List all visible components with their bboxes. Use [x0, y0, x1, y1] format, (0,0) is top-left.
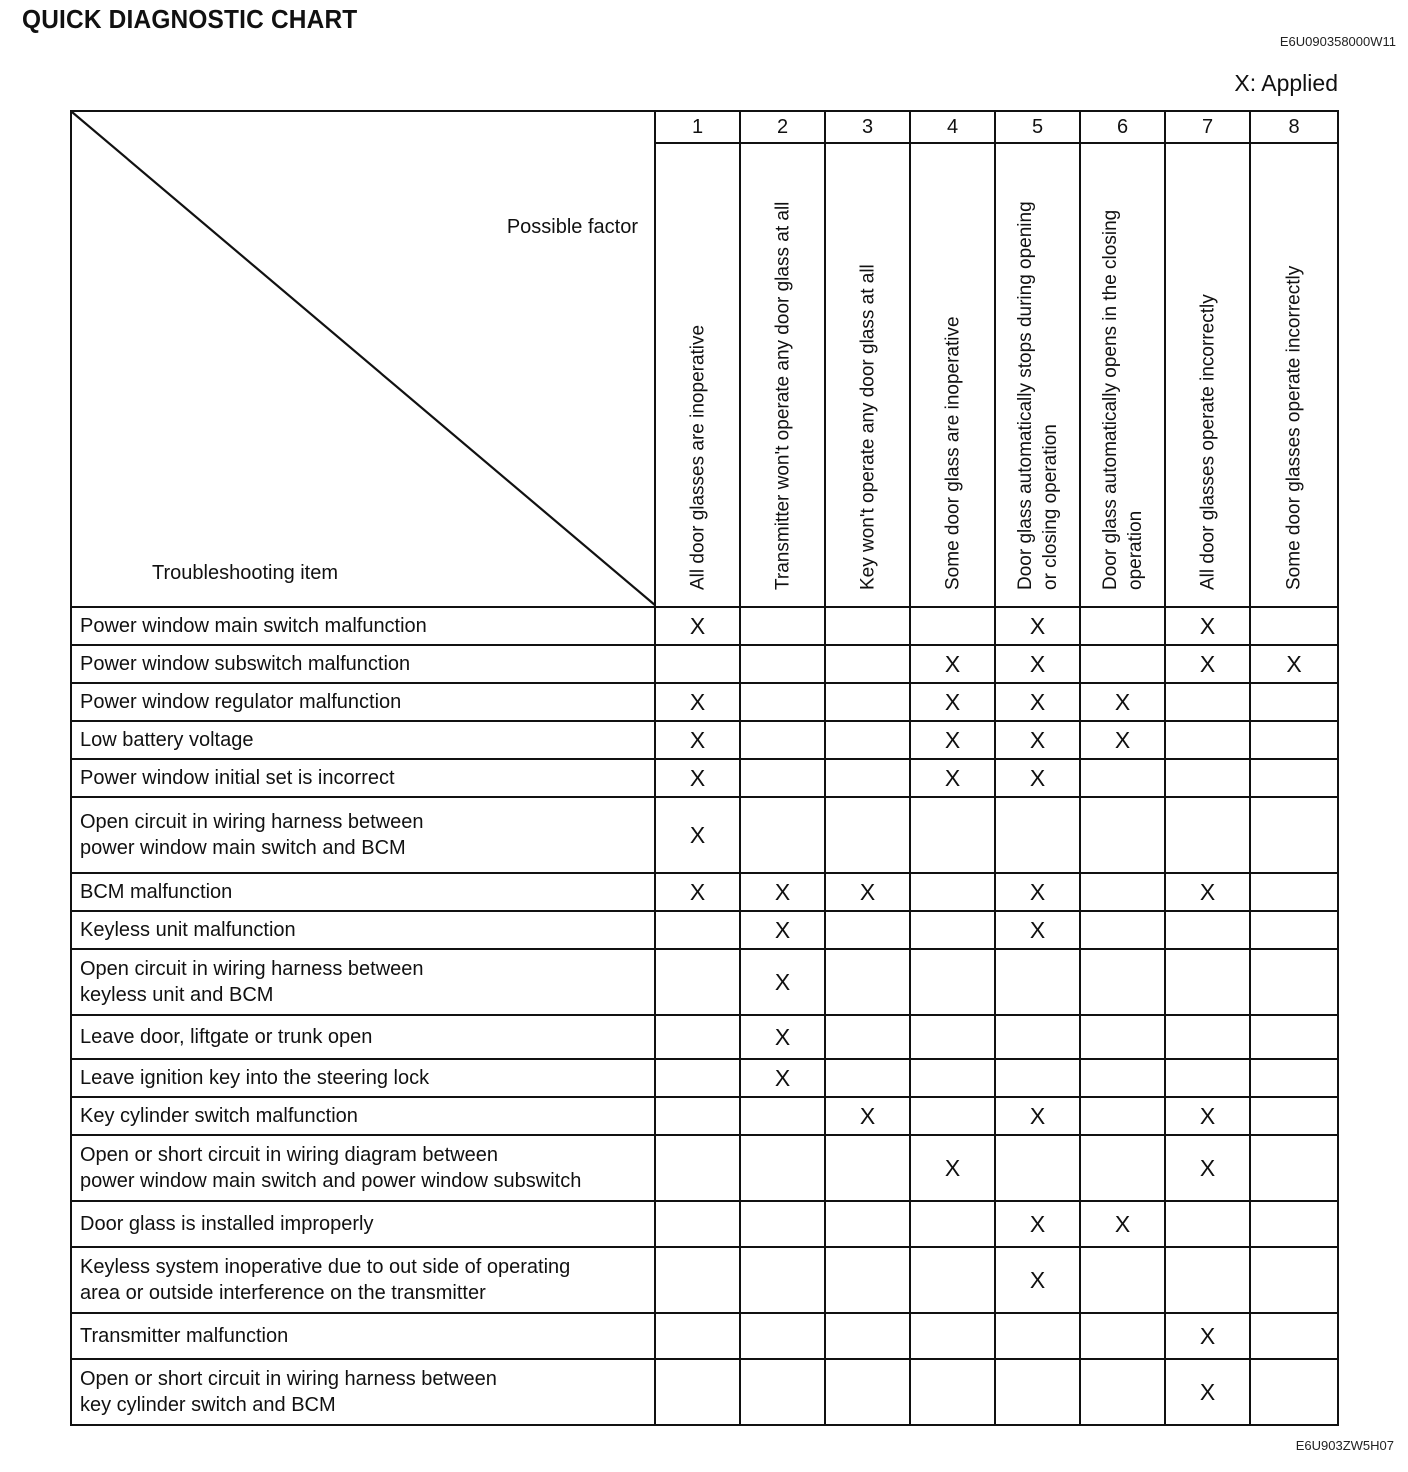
- applied-mark: X: [995, 911, 1080, 949]
- empty-cell: [910, 1247, 995, 1313]
- troubleshooting-item: Power window main switch malfunction: [71, 607, 655, 645]
- table-row: [71, 1313, 1338, 1359]
- applied-mark: X: [740, 1015, 825, 1059]
- empty-cell: [1165, 1015, 1250, 1059]
- applied-mark: X: [740, 911, 825, 949]
- empty-cell: [1165, 683, 1250, 721]
- empty-cell: [1080, 1015, 1165, 1059]
- applied-mark: X: [655, 721, 740, 759]
- column-header-5: [995, 143, 1080, 607]
- column-label: All door glasses are inoperative: [687, 324, 708, 590]
- empty-cell: [995, 1359, 1080, 1425]
- empty-cell: [995, 1135, 1080, 1201]
- column-number-2: 2: [740, 111, 825, 143]
- column-header-3: [825, 143, 910, 607]
- applied-mark: X: [655, 759, 740, 797]
- empty-cell: [740, 1313, 825, 1359]
- figure-code: E6U903ZW5H07: [1295, 1438, 1394, 1453]
- applied-mark: X: [1080, 683, 1165, 721]
- empty-cell: [1080, 873, 1165, 911]
- empty-cell: [1165, 1247, 1250, 1313]
- empty-cell: [740, 1097, 825, 1135]
- troubleshooting-item: Low battery voltage: [71, 721, 655, 759]
- applied-mark: X: [995, 607, 1080, 645]
- applied-mark: X: [1080, 721, 1165, 759]
- empty-cell: [1165, 949, 1250, 1015]
- empty-cell: [1250, 1097, 1338, 1135]
- table-row: [71, 873, 1338, 911]
- applied-mark: X: [995, 1201, 1080, 1247]
- empty-cell: [1250, 607, 1338, 645]
- table-row: [71, 911, 1338, 949]
- empty-cell: [740, 645, 825, 683]
- empty-cell: [910, 1097, 995, 1135]
- empty-cell: [910, 1313, 995, 1359]
- page-title: QUICK DIAGNOSTIC CHART: [22, 4, 358, 34]
- empty-cell: [1165, 759, 1250, 797]
- applied-mark: X: [825, 873, 910, 911]
- empty-cell: [825, 949, 910, 1015]
- applied-mark: X: [1165, 1313, 1250, 1359]
- diagnostic-table: [70, 110, 1339, 1426]
- empty-cell: [1165, 797, 1250, 873]
- applied-mark: X: [655, 683, 740, 721]
- empty-cell: [825, 1313, 910, 1359]
- applied-mark: X: [910, 1135, 995, 1201]
- empty-cell: [1080, 1313, 1165, 1359]
- table-row: [71, 759, 1338, 797]
- possible-factor-label: Possible factor: [506, 216, 638, 238]
- empty-cell: [655, 645, 740, 683]
- troubleshooting-item: Open circuit in wiring harness between keyless unit and BCM: [71, 949, 655, 1015]
- empty-cell: [655, 1135, 740, 1201]
- empty-cell: [655, 1359, 740, 1425]
- document-code: E6U090358000W11: [1279, 34, 1396, 49]
- table-row: [71, 949, 1338, 1015]
- empty-cell: [1250, 1313, 1338, 1359]
- empty-cell: [825, 1359, 910, 1425]
- empty-cell: [1080, 607, 1165, 645]
- troubleshooting-item: Transmitter malfunction: [71, 1313, 655, 1359]
- column-label: Some door glass are inoperative: [942, 316, 963, 590]
- empty-cell: [740, 607, 825, 645]
- empty-cell: [740, 1201, 825, 1247]
- table-row: [71, 721, 1338, 759]
- empty-cell: [825, 1015, 910, 1059]
- applied-mark: X: [910, 683, 995, 721]
- column-label: Key won't operate any door glass at all: [857, 264, 878, 590]
- legend: X: Applied: [1234, 70, 1338, 96]
- empty-cell: [740, 1359, 825, 1425]
- corner-diagonal: [72, 112, 656, 606]
- empty-cell: [910, 1015, 995, 1059]
- empty-cell: [910, 1059, 995, 1097]
- empty-cell: [1250, 683, 1338, 721]
- troubleshooting-item: Open or short circuit in wiring harness between key cylinder switch and BCM: [71, 1359, 655, 1425]
- table-corner-header: [71, 111, 655, 607]
- applied-mark: X: [995, 759, 1080, 797]
- column-number-8: 8: [1250, 111, 1338, 143]
- empty-cell: [740, 759, 825, 797]
- empty-cell: [1250, 1201, 1338, 1247]
- empty-cell: [825, 759, 910, 797]
- applied-mark: X: [910, 721, 995, 759]
- empty-cell: [1250, 1015, 1338, 1059]
- empty-cell: [1250, 721, 1338, 759]
- empty-cell: [1250, 1359, 1338, 1425]
- column-header-1: [655, 143, 740, 607]
- applied-mark: X: [1250, 645, 1338, 683]
- applied-mark: X: [1165, 1097, 1250, 1135]
- empty-cell: [1080, 949, 1165, 1015]
- applied-mark: X: [995, 1097, 1080, 1135]
- troubleshooting-item-label: Troubleshooting item: [152, 562, 339, 584]
- empty-cell: [825, 797, 910, 873]
- troubleshooting-item: Keyless unit malfunction: [71, 911, 655, 949]
- applied-mark: X: [1165, 645, 1250, 683]
- empty-cell: [995, 1015, 1080, 1059]
- empty-cell: [740, 1247, 825, 1313]
- table-row: [71, 1359, 1338, 1425]
- table-row: [71, 683, 1338, 721]
- empty-cell: [825, 1135, 910, 1201]
- table-row: [71, 607, 1338, 645]
- empty-cell: [825, 1201, 910, 1247]
- empty-cell: [1080, 1247, 1165, 1313]
- empty-cell: [1080, 911, 1165, 949]
- applied-mark: X: [1080, 1201, 1165, 1247]
- empty-cell: [655, 1313, 740, 1359]
- empty-cell: [1165, 1201, 1250, 1247]
- column-header-4: [910, 143, 995, 607]
- applied-mark: X: [825, 1097, 910, 1135]
- empty-cell: [655, 1097, 740, 1135]
- empty-cell: [825, 721, 910, 759]
- troubleshooting-item: Open circuit in wiring harness between power window main switch and BCM: [71, 797, 655, 873]
- empty-cell: [655, 1015, 740, 1059]
- column-header-7: [1165, 143, 1250, 607]
- column-number-5: 5: [995, 111, 1080, 143]
- empty-cell: [655, 1059, 740, 1097]
- troubleshooting-item: Power window regulator malfunction: [71, 683, 655, 721]
- column-number-7: 7: [1165, 111, 1250, 143]
- empty-cell: [740, 683, 825, 721]
- empty-cell: [995, 797, 1080, 873]
- column-label: All door glasses operate incorrectly: [1197, 294, 1218, 590]
- empty-cell: [1250, 1135, 1338, 1201]
- troubleshooting-item: BCM malfunction: [71, 873, 655, 911]
- empty-cell: [1250, 873, 1338, 911]
- empty-cell: [910, 1201, 995, 1247]
- column-header-6: [1080, 143, 1165, 607]
- troubleshooting-item: Keyless system inoperative due to out side of operating area or outside interference on the transmitter: [71, 1247, 655, 1313]
- empty-cell: [825, 1059, 910, 1097]
- empty-cell: [910, 911, 995, 949]
- troubleshooting-item: Power window initial set is incorrect: [71, 759, 655, 797]
- empty-cell: [910, 797, 995, 873]
- column-label: Some door glasses operate incorrectly: [1283, 265, 1305, 590]
- empty-cell: [910, 949, 995, 1015]
- table-row: [71, 1059, 1338, 1097]
- empty-cell: [995, 1313, 1080, 1359]
- column-header-8: [1250, 143, 1338, 607]
- empty-cell: [825, 607, 910, 645]
- table-row: [71, 1247, 1338, 1313]
- empty-cell: [740, 721, 825, 759]
- table-row: [71, 1097, 1338, 1135]
- empty-cell: [1165, 911, 1250, 949]
- applied-mark: X: [1165, 873, 1250, 911]
- column-number-6: 6: [1080, 111, 1165, 143]
- empty-cell: [1250, 1247, 1338, 1313]
- table-row: [71, 1201, 1338, 1247]
- empty-cell: [1250, 911, 1338, 949]
- empty-cell: [1165, 1059, 1250, 1097]
- empty-cell: [1250, 797, 1338, 873]
- empty-cell: [825, 645, 910, 683]
- empty-cell: [655, 1201, 740, 1247]
- column-number-3: 3: [825, 111, 910, 143]
- table-row: [71, 645, 1338, 683]
- empty-cell: [1080, 759, 1165, 797]
- empty-cell: [995, 1059, 1080, 1097]
- applied-mark: X: [995, 721, 1080, 759]
- empty-cell: [1080, 1359, 1165, 1425]
- empty-cell: [1080, 797, 1165, 873]
- table-row: [71, 797, 1338, 873]
- troubleshooting-item: Leave ignition key into the steering lock: [71, 1059, 655, 1097]
- empty-cell: [740, 1135, 825, 1201]
- empty-cell: [655, 911, 740, 949]
- applied-mark: X: [910, 759, 995, 797]
- applied-mark: X: [995, 683, 1080, 721]
- empty-cell: [1250, 1059, 1338, 1097]
- column-label: Transmitter won't operate any door glass at all: [772, 201, 793, 590]
- empty-cell: [655, 949, 740, 1015]
- applied-mark: X: [995, 645, 1080, 683]
- column-number-1: 1: [655, 111, 740, 143]
- empty-cell: [910, 873, 995, 911]
- empty-cell: [910, 1359, 995, 1425]
- empty-cell: [740, 797, 825, 873]
- applied-mark: X: [740, 1059, 825, 1097]
- applied-mark: X: [1165, 607, 1250, 645]
- column-label: Door glass automatically stops during opening or closing operation: [1014, 201, 1061, 590]
- empty-cell: [1250, 759, 1338, 797]
- empty-cell: [1080, 1059, 1165, 1097]
- applied-mark: X: [1165, 1359, 1250, 1425]
- empty-cell: [910, 607, 995, 645]
- troubleshooting-item: Key cylinder switch malfunction: [71, 1097, 655, 1135]
- applied-mark: X: [740, 949, 825, 1015]
- empty-cell: [1080, 645, 1165, 683]
- empty-cell: [995, 949, 1080, 1015]
- table-row: [71, 1135, 1338, 1201]
- troubleshooting-item: Power window subswitch malfunction: [71, 645, 655, 683]
- empty-cell: [655, 1247, 740, 1313]
- applied-mark: X: [995, 1247, 1080, 1313]
- troubleshooting-item: Open or short circuit in wiring diagram between power window main switch and power window subswitch: [71, 1135, 655, 1201]
- applied-mark: X: [655, 797, 740, 873]
- empty-cell: [1250, 949, 1338, 1015]
- applied-mark: X: [1165, 1135, 1250, 1201]
- empty-cell: [825, 683, 910, 721]
- empty-cell: [1080, 1097, 1165, 1135]
- column-header-2: [740, 143, 825, 607]
- applied-mark: X: [655, 873, 740, 911]
- troubleshooting-item: Leave door, liftgate or trunk open: [71, 1015, 655, 1059]
- applied-mark: X: [655, 607, 740, 645]
- column-label: Door glass automatically opens in the closing operation: [1099, 209, 1146, 590]
- column-number-4: 4: [910, 111, 995, 143]
- applied-mark: X: [995, 873, 1080, 911]
- empty-cell: [825, 911, 910, 949]
- troubleshooting-item: Door glass is installed improperly: [71, 1201, 655, 1247]
- empty-cell: [1080, 1135, 1165, 1201]
- applied-mark: X: [740, 873, 825, 911]
- empty-cell: [1165, 721, 1250, 759]
- table-row: [71, 1015, 1338, 1059]
- empty-cell: [825, 1247, 910, 1313]
- applied-mark: X: [910, 645, 995, 683]
